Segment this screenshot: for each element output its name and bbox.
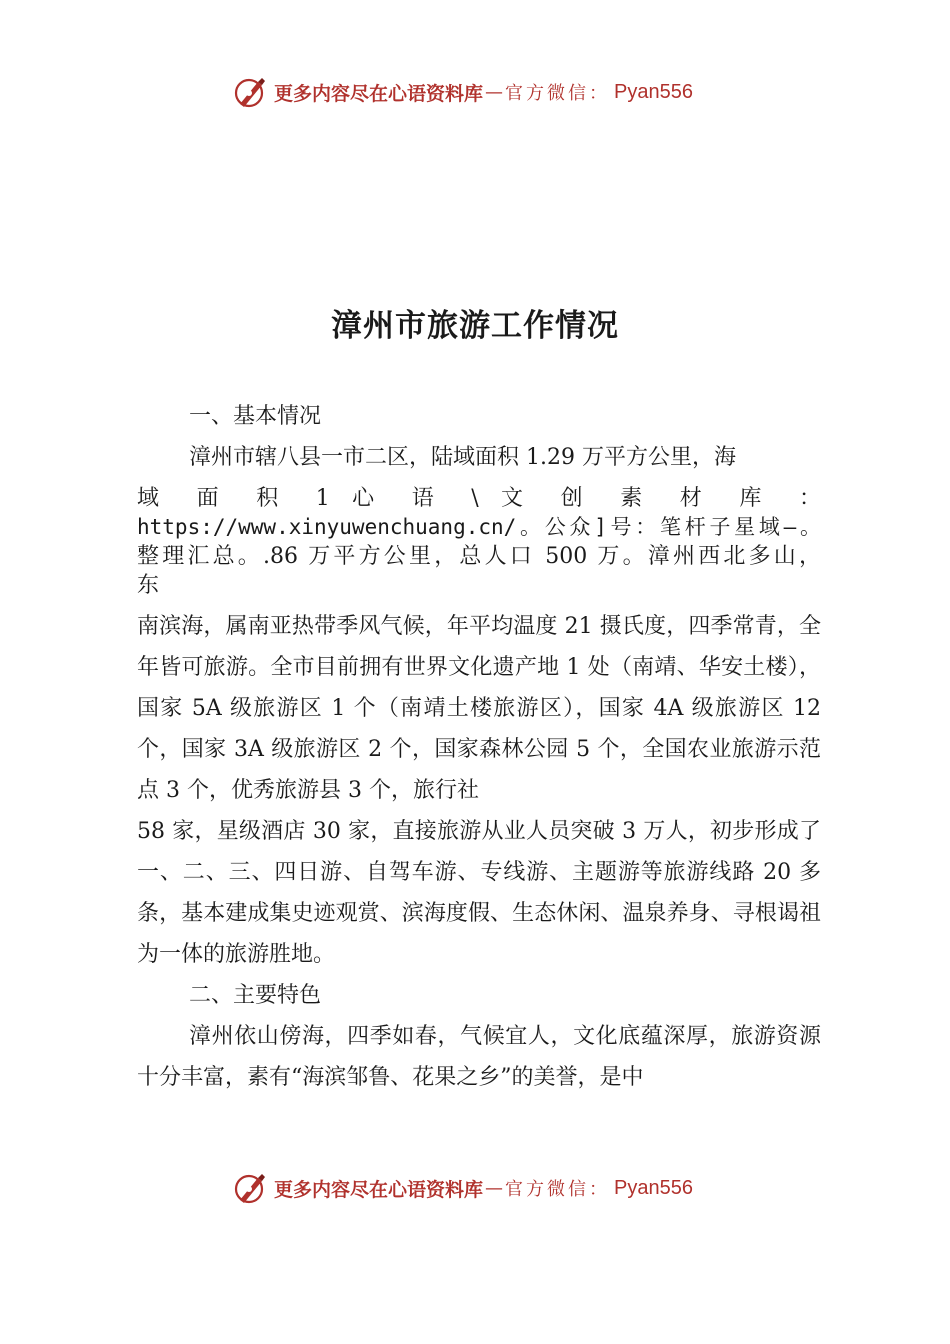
wechat-label: 官方微信： xyxy=(505,1179,611,1200)
paragraph-east: 东 xyxy=(137,573,160,598)
document-body xyxy=(137,396,821,1098)
wechat-id: Pyan556 xyxy=(614,1176,693,1199)
promo-text: 更多内容尽在心语资料库 xyxy=(274,82,484,105)
paragraph-travel-agencies: 58 家，星级酒店 30 家，直接旅游从业人员突破 3 万人，初步形成了一、二、三、四日游、自驾车游、专线游、主题游等旅游线路 20 多条，基本建成集史迹观赏、滨海度假、生态休闲、温泉养身、寻根谒祖为一体的旅游胜地。 xyxy=(137,819,821,967)
section-heading-features: 二、主要特色 xyxy=(189,983,322,1008)
promo-text: 更多内容尽在心语资料库 xyxy=(274,1178,484,1201)
spaced-line: 域 面 积 1 心 语 \ 文 创 素 材 库 ： xyxy=(137,486,821,511)
paragraph-climate: 南滨海，属南亚热带季风气候，年平均温度 21 摄氏度，四季常青，全年皆可旅游。全市目前拥有世界文化遗产地 1 处（南靖、华安土楼），国家 5A 级旅游区 1 个（南靖土楼旅游区），国家 4A 级旅游区 12 个，国家 3A 级旅游区 2 个，国家森林公园 5 个，全国农业旅游示范点 3 个，优秀旅游县 3 个，旅行社 xyxy=(137,614,821,803)
paragraph-dense-block xyxy=(137,484,821,600)
pen-logo-icon xyxy=(232,1170,268,1206)
footer-banner xyxy=(232,1168,752,1208)
header-banner xyxy=(232,72,752,112)
pen-logo-icon xyxy=(232,74,268,110)
document-title: 漳州市旅游工作情况 xyxy=(331,308,619,344)
wechat-label: 官方微信： xyxy=(505,83,611,104)
paragraph-tail: 整理汇总。.86 万平方公里，总人口 500 万。漳州西北多山， xyxy=(137,544,821,569)
section-heading-basic: 一、基本情况 xyxy=(189,404,322,429)
url-line: https://www.xinyuwenchuang.cn/。公众]号：笔杆子星域—。 xyxy=(137,515,821,539)
paragraph-features: 漳州依山傍海，四季如春，气候宜人，文化底蕴深厚，旅游资源十分丰富，素有“海滨邹鲁、花果之乡”的美誉，是中 xyxy=(137,1024,821,1090)
paragraph-line: 漳州市辖八县一市二区，陆域面积 1.29 万平方公里，海 xyxy=(189,445,736,470)
banner-dash: — xyxy=(485,81,504,103)
wechat-id: Pyan556 xyxy=(614,80,693,103)
banner-dash: — xyxy=(485,1177,504,1199)
